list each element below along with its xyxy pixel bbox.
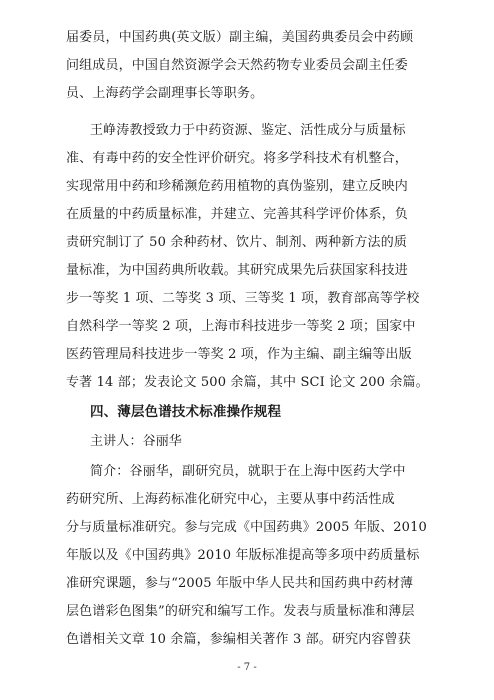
text-line: 届委员，中国药典(英文版）副主编，美国药典委员会中药顾	[66, 30, 414, 45]
text-line: 责研究制订了 50 余种药材、饮片、制剂、两种新方法的质	[66, 235, 408, 250]
text-line: 问组成员，中国自然资源学会天然药物专业委员会副主任委	[66, 58, 408, 73]
text-line: 准、有毒中药的安全性评价研究。将多学科技术有机整合，	[66, 151, 408, 166]
text-line: 在质量的中药质量标准，并建立、完善其科学评价体系，负	[66, 207, 408, 222]
text-line: 实现常用中药和珍稀濒危药用植物的真伪鉴别，建立反映内	[66, 179, 408, 194]
text-line: 分与质量标准研究。参与完成《中国药典》2005 年版、2010	[66, 520, 427, 535]
speaker-line: 主讲人：谷丽华	[90, 434, 183, 449]
text-line: 自然科学一等奖 2 项，上海市科技进步一等奖 2 项；国家中	[66, 319, 416, 334]
text-line: 年版以及《中国药典》2010 年版标准提高等多项中药质量标	[66, 548, 420, 563]
paragraph-first-line: 王峥涛教授致力于中药资源、鉴定、活性成分与质量标	[90, 123, 406, 138]
text-line: 专著 14 部；发表论文 500 余篇，其中 SCI 论文 200 余篇。	[66, 375, 429, 390]
text-line: 准研究课题，参与“2005 年版中华人民共和国药典中药材薄	[66, 576, 414, 591]
text-line: 药研究所、上海药标准化研究中心，主要从事中药活性成	[66, 492, 395, 507]
text-line: 层色谱彩色图集”的研究和编写工作。发表与质量标准和薄层	[66, 604, 415, 619]
text-line: 量标准，为中国药典所收载。其研究成果先后获国家科技进	[66, 263, 408, 278]
paragraph-first-line: 简介：谷丽华，副研究员，就职于在上海中医药大学中	[90, 464, 406, 479]
text-line: 步一等奖 1 项、二等奖 3 项、三等奖 1 项，教育部高等学校	[66, 291, 420, 306]
section-heading: 四、薄层色谱技术标准操作规程	[90, 404, 282, 420]
page-number: - 7 -	[237, 662, 257, 673]
text-line: 色谱相关文章 10 余篇，参编相关著作 3 部。研究内容曾获	[66, 632, 411, 647]
text-line: 员、上海药学会副理事长等职务。	[66, 86, 264, 101]
text-line: 医药管理局科技进步一等奖 2 项，作为主编、副主编等出版	[66, 347, 412, 362]
